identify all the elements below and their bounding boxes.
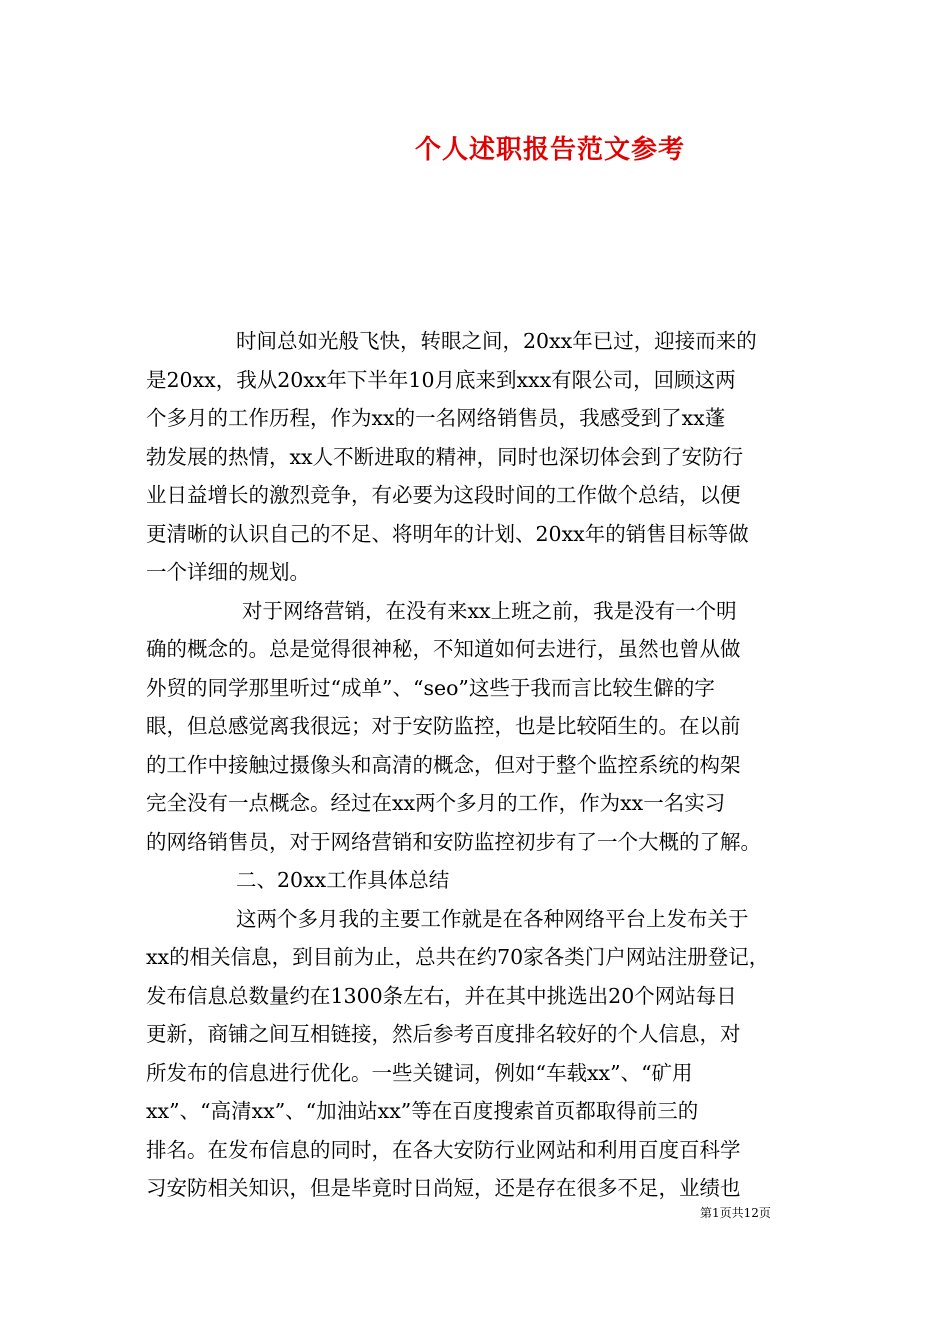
page-title: 个人述职报告范文参考 [414, 135, 685, 165]
paragraph-line: 眼，但总感觉离我很远；对于安防监控，也是比较陌生的。在以前 [146, 714, 741, 738]
page-number-footer: 第1页共12页 [700, 1206, 771, 1220]
paragraph-line: xx的相关信息，到目前为止，总共在约70家各类门户网站注册登记， [146, 945, 770, 969]
paragraph-line: 所发布的信息进行优化。一些关键词，例如“车载xx”、“矿用 [146, 1060, 693, 1085]
paragraph-line: 时间总如光般飞快，转眼之间，20xx年已过，迎接而来的 [236, 329, 757, 353]
paragraph-line: 发布信息总数量约在1300条左右，并在其中挑选出20个网站每日 [146, 983, 737, 1008]
section-heading: 二、20xx工作具体总结 [236, 868, 450, 892]
paragraph-line: 完全没有一点概念。经过在xx两个多月的工作，作为xx一名实习 [146, 791, 726, 815]
paragraph-line: 一个详细的规划。 [146, 560, 310, 584]
paragraph-line: 确的概念的。总是觉得很神秘，不知道如何去进行，虽然也曾从做 [146, 637, 741, 661]
paragraph-line: 这两个多月我的主要工作就是在各种网络平台上发布关于 [236, 906, 749, 931]
paragraph-line: 排名。在发布信息的同时，在各大安防行业网站和利用百度百科学 [146, 1137, 741, 1162]
paragraph-line: 业日益增长的激烈竞争，有必要为这段时间的工作做个总结，以便 [146, 483, 741, 507]
paragraph-line: 对于网络营销，在没有来xx上班之前，我是没有一个明 [242, 598, 737, 623]
paragraph-line: 的网络销售员，对于网络营销和安防监控初步有了一个大概的了解。 [146, 829, 761, 854]
paragraph-line: 习安防相关知识，但是毕竟时日尚短，还是存在很多不足，业绩也 [146, 1176, 741, 1200]
paragraph-line: xx”、“高清xx”、“加油站xx”等在百度搜索首页都取得前三的 [146, 1099, 699, 1123]
document-body [146, 322, 808, 1208]
paragraph-line: 更新，商铺之间互相链接，然后参考百度排名较好的个人信息，对 [146, 1022, 741, 1046]
paragraph-line: 的工作中接触过摄像头和高清的概念，但对于整个监控系统的构架 [146, 752, 741, 777]
paragraph-line: 个多月的工作历程，作为xx的一名网络销售员，我感受到了xx蓬 [146, 406, 726, 430]
paragraph-line: 更清晰的认识自己的不足、将明年的计划、20xx年的销售目标等做 [146, 521, 749, 546]
paragraph-line: 是20xx，我从20xx年下半年10月底来到xxx有限公司，回顾这两 [146, 367, 736, 392]
paragraph-line: 外贸的同学那里听过“成单”、“seo”这些于我而言比较生僻的字 [146, 675, 715, 700]
paragraph-line: 勃发展的热情，xx人不断进取的精神，同时也深切体会到了安防行 [146, 444, 744, 469]
